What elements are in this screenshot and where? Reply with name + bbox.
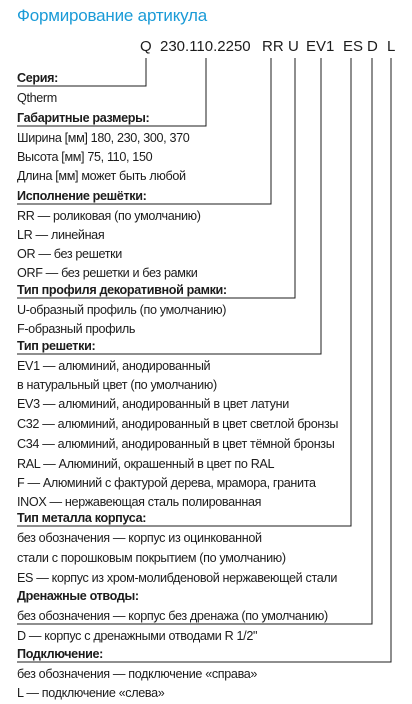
code-part-series: Q [140, 38, 152, 55]
section-series-item: Qtherm [17, 91, 57, 105]
section-connection-item: L — подключение «слева» [17, 686, 165, 700]
section-dimensions-item: Длина [мм] может быть любой [17, 169, 186, 183]
section-dimensions-item: Высота [мм] 75, 110, 150 [17, 150, 153, 164]
section-grille-type-item: RAL — Алюминий, окрашенный в цвет по RAL [17, 457, 275, 471]
code-part-dimensions: 230.110.2250 [160, 38, 251, 55]
section-grille-type-item: в натуральный цвет (по умолчанию) [17, 378, 217, 392]
section-frame-profile-heading: Тип профиля декоративной рамки: [17, 283, 227, 297]
section-grille-type-item: EV3 — алюминий, анодированный в цвет латуни [17, 397, 289, 411]
section-dimensions-item: Ширина [мм] 180, 230, 300, 370 [17, 131, 190, 145]
section-body-metal-item: ES — корпус из хром-молибденовой нержавеющей стали [17, 571, 338, 585]
code-part-body-metal: ES [343, 38, 364, 55]
section-connection-heading: Подключение: [17, 647, 103, 661]
section-grille-type-item: C34 — алюминий, анодированный в цвет тёмной бронзы [17, 437, 335, 451]
code-part-frame-profile: U [288, 38, 299, 55]
section-grille-design-item: LR — линейная [17, 228, 105, 242]
section-dimensions-heading: Габаритные размеры: [17, 111, 150, 125]
section-drainage-item: без обозначения — корпус без дренажа (по умолчанию) [17, 609, 328, 623]
section-connection-item: без обозначения — подключение «справа» [17, 667, 258, 681]
section-body-metal-heading: Тип металла корпуса: [17, 511, 147, 525]
section-grille-type-item: F — Алюминий с фактурой дерева, мрамора, гранита [17, 476, 316, 490]
section-grille-type-heading: Тип решетки: [17, 339, 96, 353]
code-part-grille-type: EV1 [306, 38, 335, 55]
section-grille-type-item: EV1 — алюминий, анодированный [17, 359, 211, 373]
section-series-heading: Серия: [17, 71, 58, 85]
section-frame-profile-item: F-образный профиль [17, 322, 136, 336]
section-grille-type-item: C32 — алюминий, анодированный в цвет светлой бронзы [17, 417, 339, 431]
section-body-metal-item: без обозначения — корпус из оцинкованной [17, 531, 262, 545]
section-grille-type-item: INOX — нержавеющая сталь полированная [17, 495, 262, 509]
section-grille-design-heading: Исполнение решётки: [17, 189, 147, 203]
code-part-grille-design: RR [262, 38, 284, 55]
section-drainage-item: D — корпус с дренажными отводами R 1/2" [17, 629, 258, 643]
section-grille-design-item: ORF — без решетки и без рамки [17, 266, 198, 280]
section-body-metal-item: стали с порошковым покрытием (по умолчанию) [17, 551, 286, 565]
code-part-connection: L [387, 38, 396, 55]
section-frame-profile-item: U-образный профиль (по умолчанию) [17, 303, 227, 317]
section-grille-design-item: RR — роликовая (по умолчанию) [17, 209, 201, 223]
section-grille-design-item: OR — без решетки [17, 247, 122, 261]
code-part-drainage: D [367, 38, 378, 55]
page-title: Формирование артикула [17, 6, 208, 25]
section-drainage-heading: Дренажные отводы: [17, 589, 139, 603]
